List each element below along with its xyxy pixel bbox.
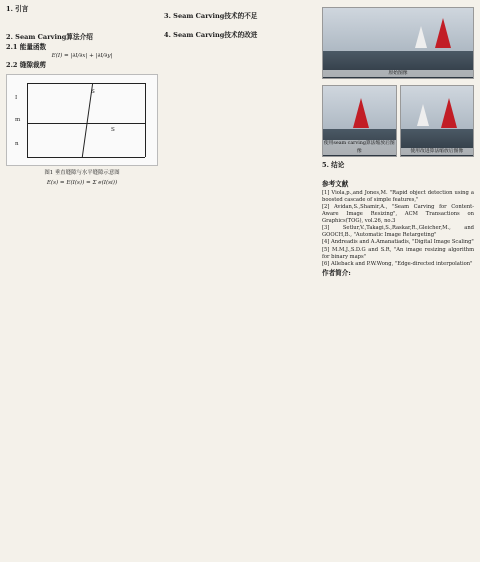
reference-item: [3] Setlur,V.,Takagi,S.,Raskar,R.,Gleicher,M., and GOOCH,B., "Automatic Image Retargeting" <box>322 225 474 238</box>
body-paragraph <box>164 42 316 49</box>
photo-caption: 使用seam carving算法缩放后图像 <box>323 141 395 154</box>
figure-label-i: I <box>15 94 18 101</box>
body-paragraph <box>6 15 158 22</box>
subsection-heading-energy: 2.1 能量函数 <box>6 42 47 51</box>
photo-comparison <box>322 82 474 160</box>
photo-seam-carving <box>322 85 397 157</box>
section-heading-intro: 1. 引言 <box>6 5 29 13</box>
figure-label-s-vertical: S <box>91 88 95 95</box>
author-note-heading: 作者简介: <box>322 268 351 277</box>
reference-item: [5] M.M.J.,S.D.G and S.R, "An image resizing algorithm for binary maps" <box>322 246 474 260</box>
reference-item: [2] Avidan,S.,Shamir,A., "Seam Carving for Content-Aware Image Resizing", ACM Transactions on Graphics(TOG), vol.26, no.3 <box>322 204 474 224</box>
figure-label-m: m <box>15 116 21 123</box>
column-2 <box>164 4 316 51</box>
body-paragraph <box>164 23 316 30</box>
references-heading: 参考文献 <box>322 179 349 188</box>
equation-energy: E(I) = |∂I/∂x| + |∂I/∂y| <box>51 53 113 60</box>
section-heading-conclusion: 5. 结论 <box>322 161 345 169</box>
photo-caption: 使用改进算法缩放后图像 <box>401 148 474 155</box>
photo-improved <box>400 85 475 157</box>
subsection-heading-seam: 2.2 缝隙裁剪 <box>6 61 47 70</box>
photo-original <box>322 7 474 79</box>
reference-item: [4] Andreadis and A.Amanatiadis, "Digital Image Scaling" <box>322 239 474 246</box>
figure-caption: 图1 垂直缝隙与水平缝隙示意图 <box>44 169 120 176</box>
body-paragraph <box>322 171 474 178</box>
section-heading-improvement: 4. Seam Carving技术的改进 <box>164 31 258 40</box>
figure-seam-diagram <box>6 74 158 166</box>
section-heading-limitations: 3. Seam Carving技术的不足 <box>164 12 258 21</box>
body-paragraph <box>164 4 316 11</box>
section-heading-seam-carving: 2. Seam Carving算法介绍 <box>6 33 93 42</box>
figure-label-s-horizontal: S <box>111 126 115 133</box>
figure-label-n: n <box>15 140 19 147</box>
column-3 <box>322 4 474 279</box>
reference-item: [6] Alleback and P.W.Wong, "Edge-directed interpolation" <box>322 261 473 268</box>
photo-caption: 原始图像 <box>323 70 473 77</box>
equation-seam: E(s) = E(I(s)) = Σ e(I(si)) <box>46 180 118 187</box>
reference-item: [1] Viola,p.,and Jones,M. "Rapid object detection using a boosted cascade of simple features," <box>322 190 474 203</box>
column-1 <box>6 4 158 190</box>
body-paragraph <box>6 25 158 32</box>
